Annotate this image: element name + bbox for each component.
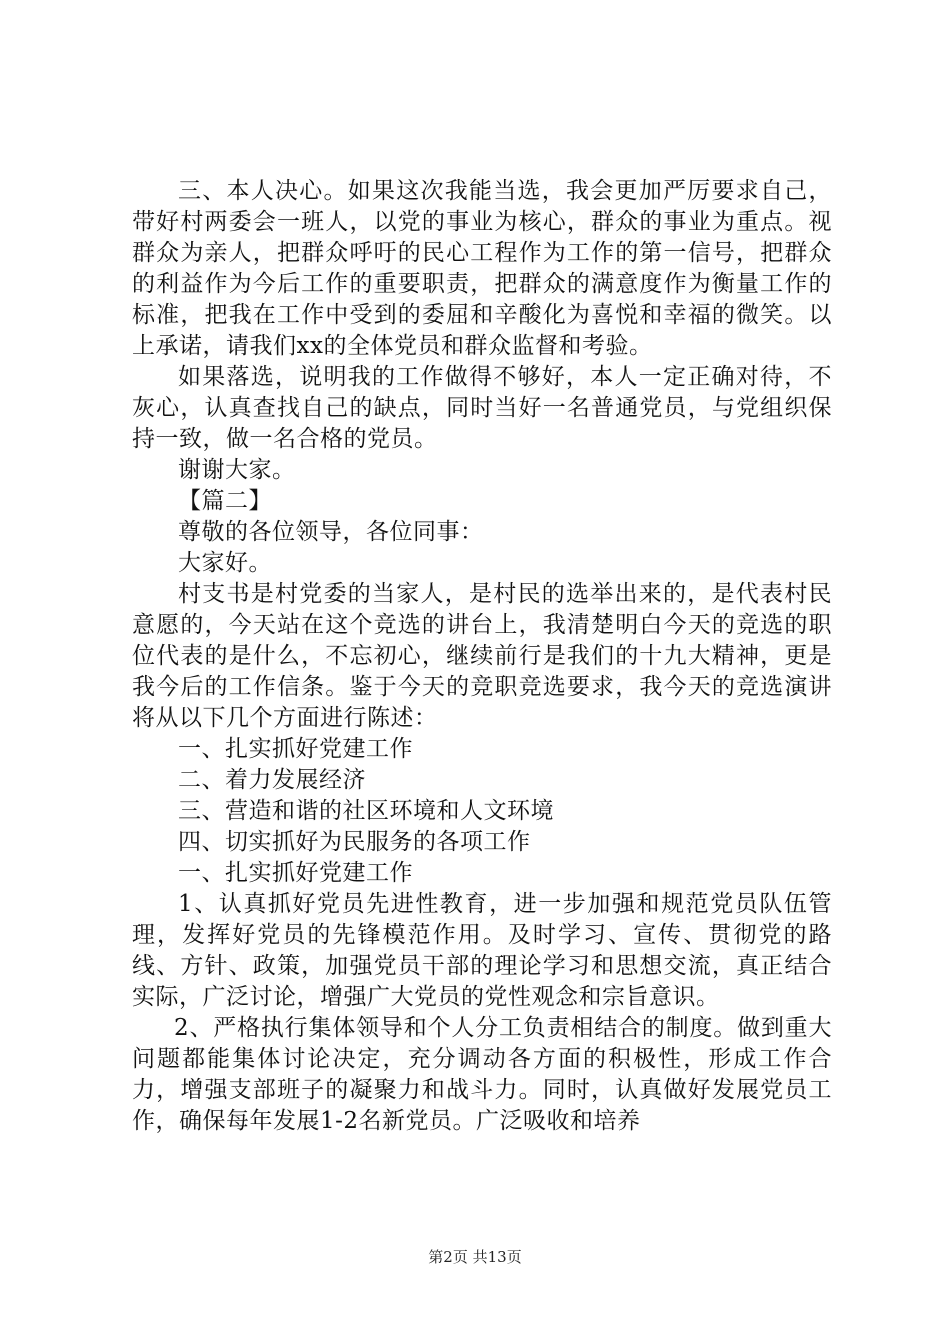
paragraph-point-2: 2、严格执行集体领导和个人分工负责相结合的制度。做到重大问题都能集体讨论决定，充分调动各方面的积极性，形成工作合力，增强支部班子的凝聚力和战斗力。同时，认真做好发展党员工作，确保每年发展1-2名新党员。广泛吸收和培养 [132,1015,832,1134]
outline-item-2: 二、着力发展经济 [178,767,366,793]
paragraph-resolve: 三、本人决心。如果这次我能当选，我会更加严厉要求自己，带好村两委会一班人，以党的事业为核心，群众的事业为重点。视群众为亲人，把群众呼吁的民心工程作为工作的第一信号，把群众的利益作为今后工作的重要职责，把群众的满意度作为衡量工作的标准，把我在工作中受到的委屈和辛酸化为喜悦和幸福的微笑。以上承诺，请我们xx的全体党员和群众监督和考验。 [132,178,832,359]
paragraph-point-1: 1、认真抓好党员先进性教育，进一步加强和规范党员队伍管理，发挥好党员的先锋模范作用。及时学习、宣传、贯彻党的路线、方针、政策，加强党员干部的理论学习和思想交流，真正结合实际，广泛讨论，增强广大党员的党性观念和宗旨意识。 [132,891,832,1010]
paragraph-introduction: 村支书是村党委的当家人，是村民的选举出来的，是代表村民意愿的，今天站在这个竞选的讲台上，我清楚明白今天的竞选的职位代表的是什么，不忘初心，继续前行是我们的十九大精神，更是我今后的工作信条。鉴于今天的竞职竞选要求，我今天的竞选演讲将从以下几个方面进行陈述： [132,581,832,731]
paragraph-salutation: 尊敬的各位领导，各位同事： [178,519,484,545]
section-heading-part-two: 【篇二】 [178,488,272,514]
paragraph-greeting: 大家好。 [178,550,272,576]
paragraph-thanks: 谢谢大家。 [178,457,296,483]
document-body [132,176,832,1137]
outline-item-4: 四、切实抓好为民服务的各项工作 [178,829,531,855]
outline-item-3: 三、营造和谐的社区环境和人文环境 [178,798,554,824]
outline-item-1: 一、扎实抓好党建工作 [178,736,413,762]
page-footer [0,1247,950,1267]
section-heading-party-building: 一、扎实抓好党建工作 [178,860,413,886]
page-number-label: 第2页 共13页 [428,1248,522,1266]
paragraph-if-not-elected: 如果落选，说明我的工作做得不够好，本人一定正确对待，不灰心，认真查找自己的缺点，同时当好一名普通党员，与党组织保持一致，做一名合格的党员。 [132,364,832,452]
